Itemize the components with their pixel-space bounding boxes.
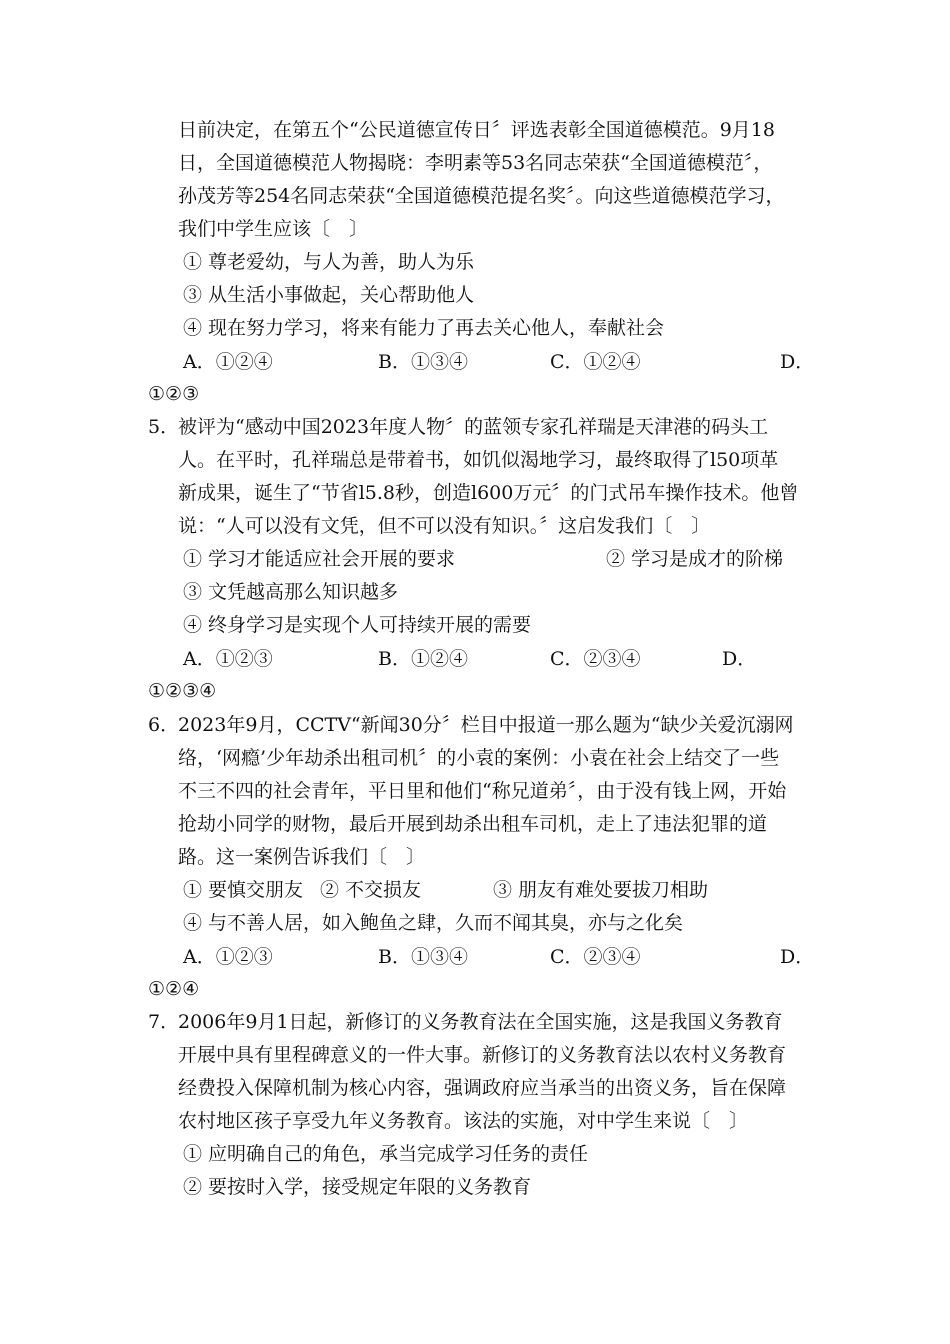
q6-line-5: 路。这一案例告诉我们〔 〕 — [178, 846, 426, 868]
q6-line-2: 络，‘网瘾’少年劫杀出租司机〞的小袁的案例：小袁在社会上结交了一些 — [178, 747, 780, 769]
q6-choice-c: C．②③④ — [550, 946, 641, 968]
q7-number: 7． — [148, 1011, 180, 1033]
q5-choice-c: C．②③④ — [550, 648, 641, 670]
q5-choice-b: B．①②④ — [378, 648, 468, 670]
q7-option-1: ① 应明确自己的角色，承当完成学习任务的责任 — [183, 1143, 589, 1165]
q4-choice-c: C．①②④ — [550, 351, 641, 373]
q5-choice-d: D． — [722, 648, 757, 670]
q6-choice-a: A．①②③ — [183, 946, 273, 968]
q6-option-2: ② 不交损友 — [320, 879, 422, 901]
q6-line-3: 不三不四的社会青年，平日里和他们“称兄道弟〞，由于没有钱上网，开始 — [178, 780, 787, 802]
q6-choice-d-value: ①②④ — [148, 978, 200, 1000]
q7-line-4: 农村地区孩子享受九年义务教育。该法的实施，对中学生来说〔 〕 — [178, 1110, 749, 1132]
q6-line-1: 2023年9月，CCTV“新闻30分〞栏目中报道一那么题为“缺少关爱沉溺网 — [178, 714, 794, 736]
q7-option-2: ② 要按时入学，接受规定年限的义务教育 — [183, 1176, 532, 1198]
q4-option-3: ③ 从生活小事做起，关心帮助他人 — [183, 284, 475, 306]
q5-line-1: 被评为“感动中国2023年度人物〞的蓝领专家孔祥瑞是天津港的码头工 — [178, 416, 769, 438]
q4-line-4: 我们中学生应该〔 〕 — [178, 218, 369, 240]
q5-choice-a: A．①②③ — [183, 648, 273, 670]
q4-option-4: ④ 现在努力学习，将来有能力了再去关心他人，奉献社会 — [183, 317, 665, 339]
q6-line-4: 抢劫小同学的财物，最后开展到劫杀出租车司机，走上了违法犯罪的道 — [178, 813, 768, 835]
q6-choice-d: D． — [780, 946, 815, 968]
q4-choice-a: A．①②④ — [183, 351, 273, 373]
q7-line-3: 经费投入保障机制为核心内容，强调政府应当承当的出资义务，旨在保障 — [178, 1077, 787, 1099]
q6-option-4: ④ 与不善人居，如入鲍鱼之肆，久而不闻其臭，亦与之化矣 — [183, 912, 684, 934]
q7-line-2: 开展中具有里程碑意义的一件大事。新修订的义务教育法以农村义务教育 — [178, 1044, 787, 1066]
q5-number: 5． — [148, 416, 180, 438]
q6-choice-b: B．①③④ — [378, 946, 468, 968]
q6-number: 6． — [148, 714, 180, 736]
q5-option-2: ② 学习是成才的阶梯 — [606, 548, 784, 570]
q4-line-3: 孙茂芳等254名同志荣获“全国道德模范提名奖〞。向这些道德模范学习， — [178, 185, 785, 207]
q4-line-2: 日，全国道德模范人物揭晓：李明素等53名同志荣获“全国道德模范〞， — [178, 152, 773, 174]
q4-choice-d: D． — [780, 351, 815, 373]
q6-option-1: ① 要慎交朋友 — [183, 879, 304, 901]
q5-option-1: ① 学习才能适应社会开展的要求 — [183, 548, 456, 570]
q5-line-4: 说：“人可以没有文凭，但不可以没有知识。〞这启发我们〔 〕 — [178, 515, 711, 537]
q4-choice-d-value: ①②③ — [148, 383, 200, 405]
q4-option-1: ① 尊老爱幼，与人为善，助人为乐 — [183, 251, 475, 273]
q5-option-4: ④ 终身学习是实现个人可持续开展的需要 — [183, 614, 532, 636]
q4-choice-b: B．①③④ — [378, 351, 468, 373]
q7-line-1: 2006年9月1日起，新修订的义务教育法在全国实施，这是我国义务教育 — [178, 1011, 783, 1033]
q4-line-1: 日前决定，在第五个“公民道德宣传日〞评选表彰全国道德模范。9月18 — [178, 119, 775, 141]
q5-line-2: 人。在平时，孔祥瑞总是带着书，如饥似渴地学习，最终取得了l50项革 — [178, 449, 779, 471]
q6-option-3: ③ 朋友有难处要拔刀相助 — [493, 879, 709, 901]
q5-option-3: ③ 文凭越高那么知识越多 — [183, 581, 399, 603]
q5-line-3: 新成果，诞生了“节省l5.8秒，创造l600万元〞的门式吊车操作技术。他曾 — [178, 482, 799, 504]
q5-choice-d-value: ①②③④ — [148, 680, 217, 702]
